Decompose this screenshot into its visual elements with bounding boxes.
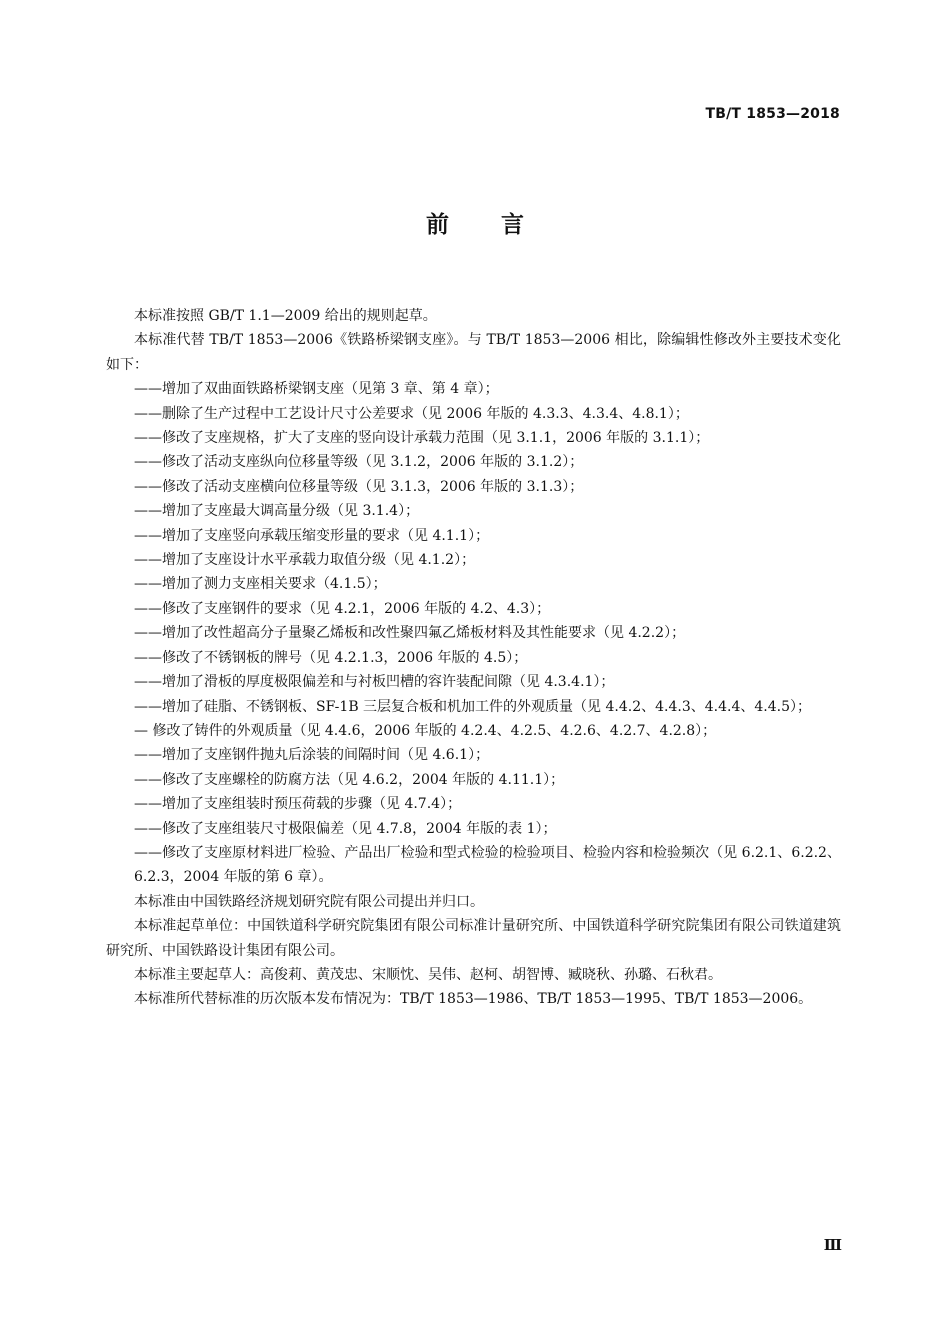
list-item: ——增加了支座钢件抛丸后涂装的间隔时间（见 4.6.1）； xyxy=(134,747,490,764)
list-item: ——增加了测力支座相关要求（4.1.5）； xyxy=(134,576,387,593)
list-item: ——修改了支座原材料进厂检验、产品出厂检验和型式检验的检验项目、检验内容和检验频次（见 6.2.1、6.2.2、6.2.3，2004 年版的第 6 章）。 xyxy=(134,844,841,886)
list-item: ——修改了支座规格，扩大了支座的竖向设计承载力范围（见 3.1.1，2006 年版的 3.1.1）； xyxy=(134,430,710,447)
list-item: ——修改了支座钢件的要求（见 4.2.1，2006 年版的 4.2、4.3）； xyxy=(134,600,551,617)
list-item: ——增加了硅脂、不锈钢板、SF-1B 三层复合板和机加工件的外观质量（见 4.4.2、4.4.3、4.4.4、4.4.5）； xyxy=(134,698,811,715)
document-body xyxy=(106,304,841,1012)
list-item: ——增加了滑板的厚度极限偏差和与衬板凹槽的容许装配间隙（见 4.3.4.1）； xyxy=(134,674,615,691)
list-item: ——增加了双曲面铁路桥梁钢支座（见第 3 章、第 4 章）； xyxy=(134,381,499,398)
paragraph-drafting-rule: 本标准按照 GB/T 1.1—2009 给出的规则起草。 xyxy=(134,308,437,324)
list-item: ——增加了支座组装时预压荷载的步骤（见 4.7.4）； xyxy=(134,796,462,813)
list-item: ——删除了生产过程中工艺设计尺寸公差要求（见 2006 年版的 4.3.3、4.3.4、4.8.1）； xyxy=(134,405,689,422)
list-item: — 修改了铸件的外观质量（见 4.4.6，2006 年版的 4.2.4、4.2.5、4.2.6、4.2.7、4.2.8）； xyxy=(134,722,717,739)
page-title: 前言 xyxy=(426,212,576,238)
standard-code: TB/T 1853—2018 xyxy=(705,106,840,122)
paragraph-drafters: 本标准主要起草人：高俊莉、黄茂忠、宋顺忱、吴伟、赵柯、胡智博、臧晓秋、孙璐、石秋君。 xyxy=(134,966,722,983)
list-item: ——修改了活动支座纵向位移量等级（见 3.1.2，2006 年版的 3.1.2）； xyxy=(134,454,584,471)
list-item: ——增加了改性超高分子量聚乙烯板和改性聚四氟乙烯板材料及其性能要求（见 4.2.2）； xyxy=(134,625,686,642)
list-item: ——修改了支座组装尺寸极限偏差（见 4.7.8，2004 年版的表 1）； xyxy=(134,820,557,837)
paragraph-version-history: 本标准所代替标准的历次版本发布情况为：TB/T 1853—1986、TB/T 1853—1995、TB/T 1853—2006。 xyxy=(134,991,813,1008)
paragraph-proposer: 本标准由中国铁路经济规划研究院有限公司提出并归口。 xyxy=(134,893,484,910)
list-item: ——修改了不锈钢板的牌号（见 4.2.1.3，2006 年版的 4.5）； xyxy=(134,649,528,666)
page-number: Ⅲ xyxy=(823,1236,842,1254)
list-item: ——增加了支座竖向承载压缩变形量的要求（见 4.1.1）； xyxy=(134,527,490,544)
list-item: ——增加了支座设计水平承载力取值分级（见 4.1.2）； xyxy=(134,552,476,569)
changes-list xyxy=(106,377,841,890)
list-item: ——增加了支座最大调高量分级（见 3.1.4）； xyxy=(134,503,420,520)
list-item: ——修改了活动支座横向位移量等级（见 3.1.3，2006 年版的 3.1.3）； xyxy=(134,478,584,495)
list-item: ——修改了支座螺栓的防腐方法（见 4.6.2，2004 年版的 4.11.1）； xyxy=(134,771,565,788)
paragraph-replacement: 本标准代替 TB/T 1853—2006《铁路桥梁钢支座》。与 TB/T 1853—2006 相比，除编辑性修改外主要技术变化如下： xyxy=(106,332,841,373)
paragraph-drafting-units: 本标准起草单位：中国铁道科学研究院集团有限公司标准计量研究所、中国铁道科学研究院集团有限公司铁道建筑研究所、中国铁路设计集团有限公司。 xyxy=(106,918,841,959)
